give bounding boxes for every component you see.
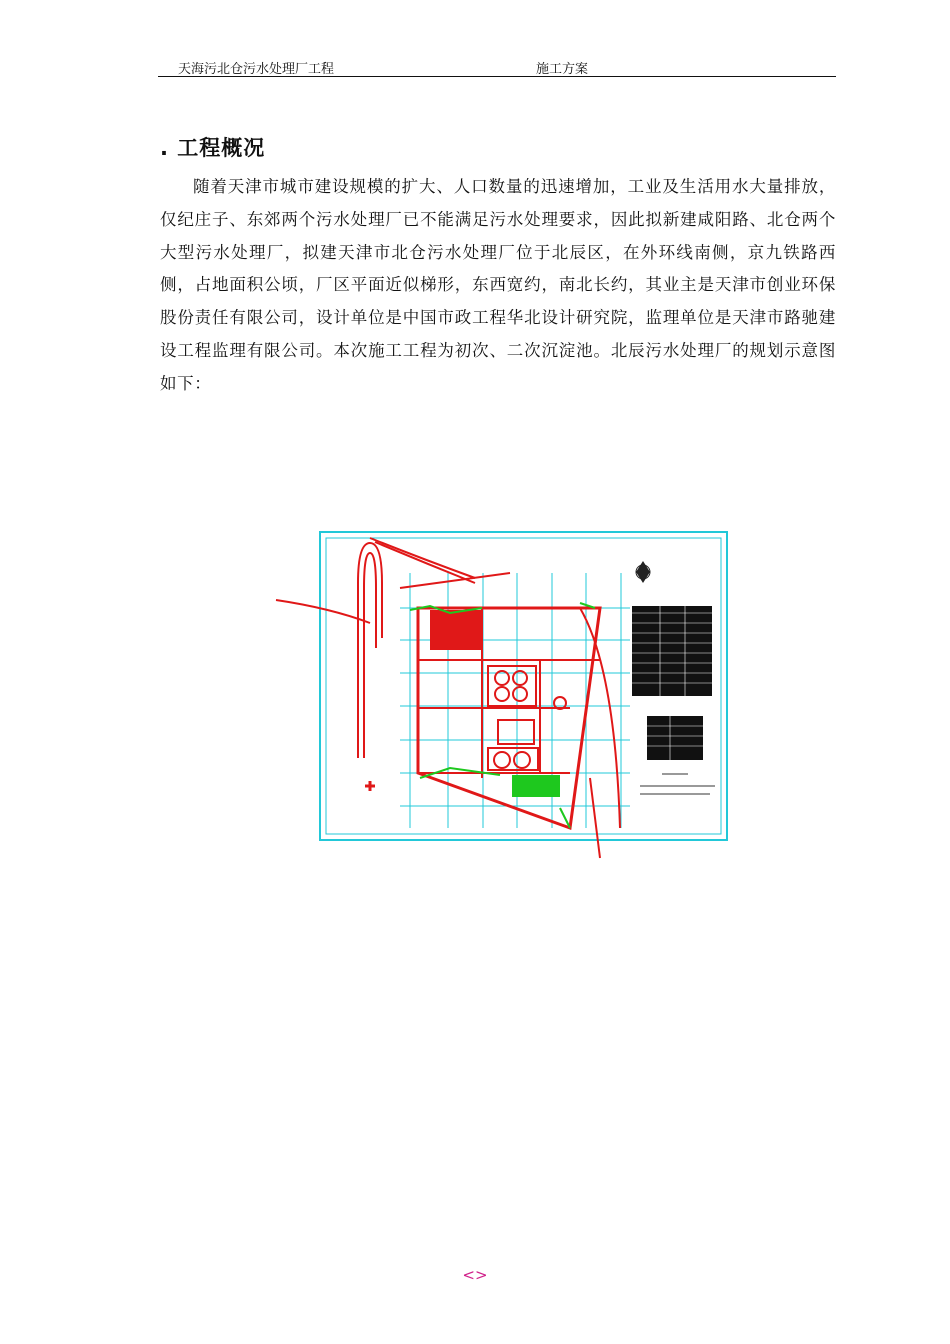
header-project-name: 天海污北仓污水处理厂工程 [178,62,335,77]
header-doc-type: 施工方案 [536,62,589,77]
site-plan-figure [270,528,732,863]
north-arrow-icon [636,561,650,583]
green-area [512,775,560,797]
page-header [158,56,836,77]
legend-table-1 [632,606,712,696]
sedimentation-tanks [488,666,566,770]
overview-paragraph: 随着天津市城市建设规模的扩大、人口数量的迅速增加，工业及生活用水大量排放，仅纪庄子、东郊两个污水处理厂已不能满足污水处理要求，因此拟新建咸阳路、北仓两个大型污水处理厂，拟建天津市北仓污水处理厂位于北辰区，在外环线南侧，京九铁路西侧，占地面积公顷，厂区平面近似梯形，东西宽约，南北长约，其业主是天津市创业环保股份责任有限公司，设计单位是中国市政工程华北设计研究院，监理单位是天津市路驰建设工程监理有限公司。本次施工工程为初次、二次沉淀池。北辰污水处理厂的规划示意图如下： [160,177,836,393]
cross-marker [365,781,375,791]
section-title: . 工程概况 [160,136,266,160]
legend-table-2 [647,716,703,760]
admin-building [430,610,482,650]
drawing-notes [640,774,715,794]
page-footer-marker: <> [462,1266,488,1284]
